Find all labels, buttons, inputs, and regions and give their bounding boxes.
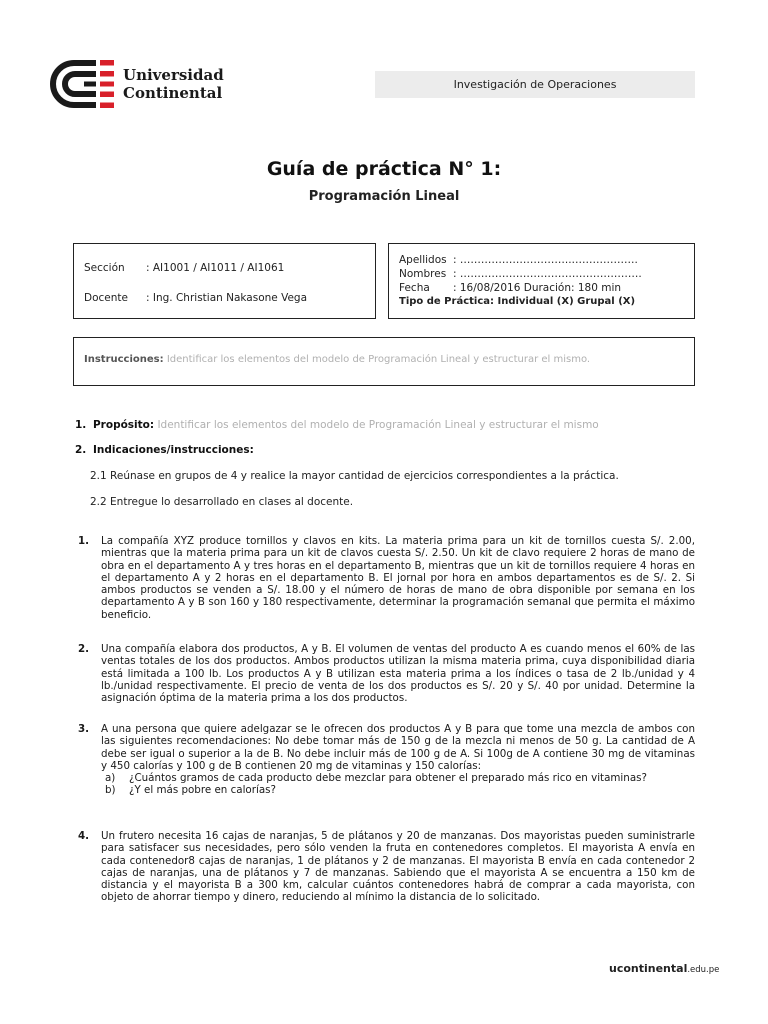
instructions-label: Instrucciones: bbox=[84, 354, 164, 365]
logo-text bbox=[123, 66, 224, 102]
logo-line-1: Universidad bbox=[123, 66, 224, 84]
exercise-3-item-b-label: b) bbox=[105, 784, 116, 797]
indicacion-2-1: 2.1 Reúnase en grupos de 4 y realice la mayor cantidad de ejercicios correspondientes a la práctica. bbox=[90, 470, 619, 482]
exercise-3-item-b bbox=[101, 784, 695, 796]
seccion-label: Sección bbox=[84, 262, 125, 274]
exercise-2 bbox=[78, 643, 695, 704]
exercise-3 bbox=[78, 723, 695, 797]
seccion-row bbox=[84, 262, 284, 274]
instructions-box bbox=[73, 337, 695, 386]
fecha-row bbox=[399, 281, 694, 295]
docente-value: : Ing. Christian Nakasone Vega bbox=[146, 292, 308, 304]
university-logo-icon bbox=[50, 60, 116, 108]
nombres-label: Nombres bbox=[399, 268, 447, 280]
course-info-box bbox=[73, 243, 376, 319]
section-indicaciones bbox=[75, 444, 254, 456]
apellidos-label: Apellidos bbox=[399, 254, 447, 266]
instructions-text: Identificar los elementos del modelo de Programación Lineal y estructurar el mismo. bbox=[166, 354, 591, 365]
exercise-3-number: 3. bbox=[78, 723, 90, 735]
tipo-practica: Tipo de Práctica: Individual (X) Grupal (X) bbox=[399, 296, 636, 307]
exercise-2-text: Una compañía elabora dos productos, A y B. El volumen de ventas del producto A es cuando menos el 60% de las ventas totales de los dos productos. Ambos productos utilizan la misma materia prima, cuya disponibilidad diaria está limitada a 100 lb. Los productos A y B utilizan esta materia prima a los índices o tasa de 2 lb./unidad y 4 lb./unidad respectivamente. El precio de venta de los dos productos es S/. 20 y S/. 40 por unidad. Determine la asignación óptima de la materia prima a los dos productos. bbox=[101, 643, 695, 705]
course-name: Investigación de Operaciones bbox=[375, 71, 695, 98]
exercise-1-number: 1. bbox=[78, 535, 90, 547]
page-subtitle: Programación Lineal bbox=[308, 189, 460, 204]
logo-line-2: Continental bbox=[123, 84, 223, 102]
exercise-4-number: 4. bbox=[78, 830, 90, 842]
exercise-3-item-a-label: a) bbox=[105, 772, 116, 785]
exercise-1-text: La compañía XYZ produce tornillos y clavos en kits. La materia prima para un kit de tornillos cuesta S/. 2.00, mientras que la materia prima para un kit de clavos cuesta S/. 2.50. Un kit de clavo requiere 2 horas de mano de obra en el departamento A y tres horas en el departamento B, mientras que un kit de tornillos requiere 4 horas en el departamento A y 2 horas en el departamento B. El jornal por hora en ambos departamentos es de S/. 2. Si ambos productos se venden a S/. 18.00 y el número de horas de mano de obra disponible por semana en los departamento A y B son 160 y 180 respectivamente, determinar la programación semanal que permita el máximo beneficio. bbox=[101, 535, 695, 621]
section-1-text: Identificar los elementos del modelo de Programación Lineal y estructurar el mismo bbox=[157, 419, 599, 431]
fecha-value: : 16/08/2016 Duración: 180 min bbox=[453, 282, 622, 294]
footer-brand-domain: .edu.pe bbox=[687, 965, 720, 975]
exercise-3-item-a bbox=[101, 772, 695, 784]
exercise-3-item-b-text: ¿Y el más pobre en calorías? bbox=[129, 784, 276, 797]
section-proposito bbox=[75, 419, 599, 431]
exercise-2-number: 2. bbox=[78, 643, 90, 655]
docente-label: Docente bbox=[84, 292, 128, 304]
exercise-3-text: A una persona que quiere adelgazar se le ofrecen dos productos A y B para que tome una mezcla de ambos con las siguientes recomendaciones: No debe tomar más de 150 g de la mezcla ni menos de 50 g. La cantidad de A debe ser igual o superior a la de B. No debe incluir más de 100 g de A. Si 100g de A contiene 30 mg de vitaminas y 450 calorías y 100 g de B contienen 20 mg de vitaminas y 150 calorías: bbox=[101, 723, 695, 772]
seccion-value: : AI1001 / AI1011 / AI1061 bbox=[146, 262, 285, 274]
page-title: Guía de práctica N° 1: bbox=[266, 158, 502, 180]
exercise-4 bbox=[78, 830, 695, 904]
docente-row bbox=[84, 292, 307, 304]
footer-brand-name: ucontinental bbox=[609, 962, 688, 975]
nombres-field: : ……………………………………………. bbox=[453, 268, 642, 280]
footer-brand bbox=[609, 962, 719, 975]
section-1-label: Propósito: bbox=[92, 419, 155, 431]
university-logo bbox=[50, 60, 230, 108]
student-info-box bbox=[388, 243, 695, 319]
nombres-row bbox=[399, 267, 694, 281]
exercise-3-item-a-text: ¿Cuántos gramos de cada producto debe mezclar para obtener el preparado más rico en vitaminas? bbox=[129, 772, 647, 785]
exercise-4-text: Un frutero necesita 16 cajas de naranjas, 5 de plátanos y 20 de manzanas. Dos mayoristas pueden suministrarle para satisfacer sus necesidades, pero sólo venden la fruta en contenedores completos. El mayorista A envía en cada contenedor8 cajas de naranjas, 1 de plátanos y 2 de manzanas. El mayorista B envía en cada contenedor 2 cajas de naranjas, una de plátanos y 7 de manzanas. Sabiendo que el mayorista A se encuentra a 150 km de distancia y el mayorista B a 300 km, calcular cuántos contenedores habrá de comprar a cada mayorista, con objeto de ahorrar tiempo y dinero, reduciendo al mínimo la distancia de lo solicitado. bbox=[101, 830, 695, 904]
section-2-number: 2. bbox=[75, 444, 87, 456]
section-1-number: 1. bbox=[75, 419, 87, 431]
indicacion-2-2: 2.2 Entregue lo desarrollado en clases al docente. bbox=[90, 496, 354, 508]
exercise-1 bbox=[78, 535, 695, 621]
apellidos-row bbox=[399, 253, 694, 267]
section-2-label: Indicaciones/instrucciones: bbox=[92, 444, 254, 456]
apellidos-field: : …………………………..………………. bbox=[453, 254, 638, 266]
fecha-label: Fecha bbox=[399, 282, 430, 294]
